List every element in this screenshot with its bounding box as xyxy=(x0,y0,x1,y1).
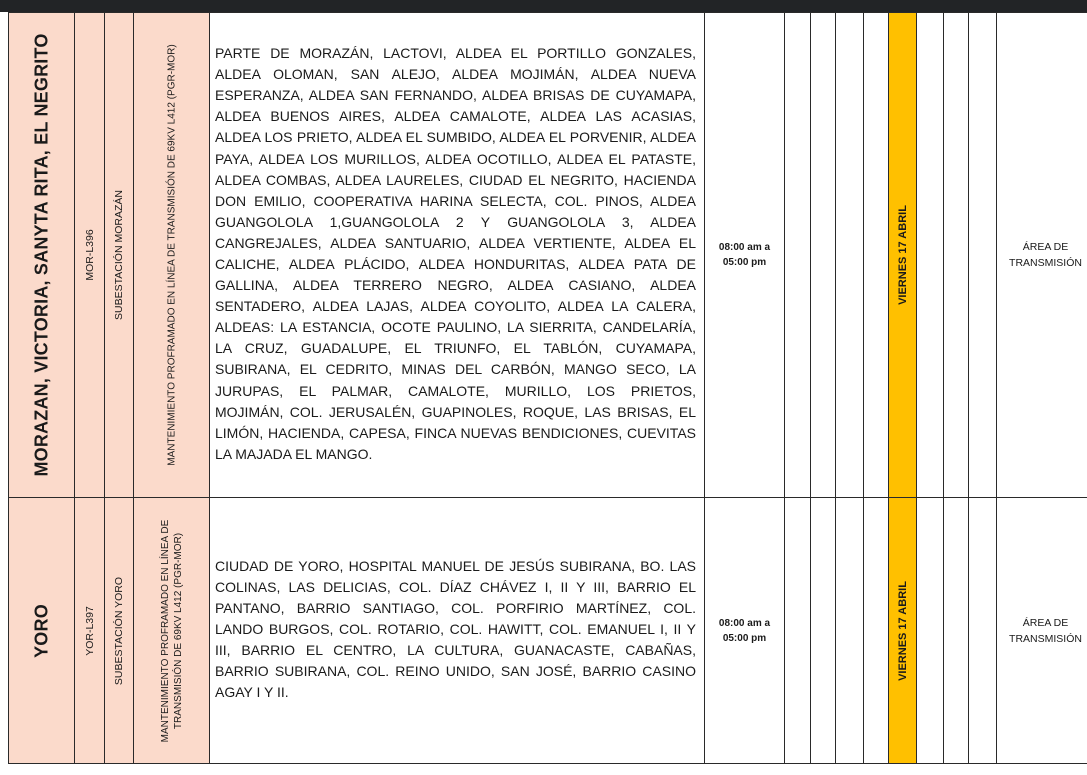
table-row xyxy=(9,13,1087,498)
day-cell xyxy=(969,13,997,498)
table-row xyxy=(9,498,1087,764)
substation-name: SUBESTACIÓN MORAZÁN xyxy=(113,190,125,320)
work-description-cell xyxy=(134,13,210,498)
area-type-cell xyxy=(997,13,1087,498)
circuit-code-cell xyxy=(75,498,105,764)
circuit-code: MOR-L396 xyxy=(83,229,96,281)
date-label: VIERNES 17 ABRIL xyxy=(896,205,909,305)
day-cell xyxy=(785,498,811,764)
municipality-label: MORAZAN, VICTORIA, SANYTA RITA, EL NEGRITO xyxy=(31,33,51,477)
day-cell xyxy=(811,498,836,764)
substation-cell xyxy=(105,498,134,764)
time-cell xyxy=(705,498,785,764)
area-type-line1: ÁREA DE xyxy=(1022,616,1069,629)
day-cell xyxy=(944,13,969,498)
area-type-line1: ÁREA DE xyxy=(1022,241,1069,253)
time-end: 05:00 pm xyxy=(722,632,767,644)
affected-areas-text: CIUDAD DE YORO, HOSPITAL MANUEL DE JESÚS SUBIRANA, BO. LAS COLINAS, LAS DELICIAS, COL. DÍAZ CHÁVEZ I, II Y III, BARRIO EL PANTANO, BARRIO SANTIAGO, COL. PORFIRIO MARTÍNEZ, COL. LANDO BURGOS, COL. ROTARIO, COL. HAWITT, COL. EMANUEL I, II Y III, BARRIO EL CENTRO, LA CULTURA, GUANACASTE, CABAÑAS, BARRIO SUBIRANA, COL. REINO UNIDO, SAN JOSÉ, BARRIO CASINO AGAY I Y II. xyxy=(215,557,696,701)
day-cell xyxy=(944,498,969,764)
top-bar xyxy=(0,0,1087,12)
work-description xyxy=(159,519,185,742)
circuit-code: YOR-L397 xyxy=(83,605,96,656)
time-start: 08:00 am a xyxy=(718,242,771,253)
municipality-cell xyxy=(9,13,75,498)
substation-name: SUBESTACIÓN YORO xyxy=(113,576,125,685)
time-cell xyxy=(705,13,785,498)
area-type-line2: TRANSMISIÓN xyxy=(1009,257,1082,269)
day-cell xyxy=(917,498,944,764)
day-cell xyxy=(836,13,864,498)
time-start: 08:00 am a xyxy=(718,617,771,629)
outage-schedule-table xyxy=(8,12,1087,764)
date-cell xyxy=(889,13,917,498)
work-description-line1: MANTENIMIENTO PROFRAMADO EN LÍNEA DE xyxy=(159,519,171,742)
date-label: VIERNES 17 ABRIL xyxy=(896,580,909,681)
day-cell xyxy=(836,498,864,764)
work-description: MANTENIMIENTO PROFRAMADO EN LÍNEA DE TRANSMISIÓN DE 69KV L412 (PGR-MOR) xyxy=(166,44,177,466)
area-type-line2: TRANSMISIÓN xyxy=(1009,632,1082,645)
work-description-line2: TRANSMISIÓN DE 69KV L412 (PGR-MOR) xyxy=(172,532,184,729)
day-cell xyxy=(917,13,944,498)
affected-areas-cell xyxy=(210,498,705,764)
substation-cell xyxy=(105,13,134,498)
circuit-code-cell xyxy=(75,13,105,498)
day-cell xyxy=(864,498,889,764)
area-type-cell xyxy=(997,498,1087,764)
day-cell xyxy=(969,498,997,764)
affected-areas-text: PARTE DE MORAZÁN, LACTOVI, ALDEA EL PORTILLO GONZALES, ALDEA OLOMAN, SAN ALEJO, ALDEA MOJIMÁN, ALDEA NUEVA ESPERANZA, ALDEA SAN FERNANDO, ALDEA BRISAS DE CUYAMAPA, ALDEA BUENOS AIRES, ALDEA CAMALOTE, ALDEA LAS ACASIAS, ALDEA LOS PRIETO, ALDEA EL SUMBIDO, ALDEA EL PORVENIR, ALDEA PAYA, ALDEA LOS MURILLOS, ALDEA OCOTILLO, ALDEA EL PATASTE, ALDEA COMBAS, ALDEA LAURELES, CIUDAD EL NEGRITO, HACIENDA DON EMILIO, COOPERATIVA HARINA SELECTA, COL. PINOS, ALDEA GUANGOLOLA 1,GUANGOLOLA 2 Y GUANGOLOLA 3, ALDEA CANGREJALES, ALDEA SANTUARIO, ALDEA VERTIENTE, ALDEA EL CALICHE, ALDEA PLÁCIDO, ALDEA HONDURITAS, ALDEA PATA DE GALLINA, ALDEA TERRERO NEGRO, ALDEA CASIANO, ALDEA SENTADERO, ALDEA LAJAS, ALDEA COYOLITO, ALDEA LA CALERA, ALDEAS: LA ESTANCIA, OCOTE PAULINO, LA SIERRITA, CANDELARÍA, LA CRUZ, GUADALUPE, EL TRIUNFO, EL TABLÓN, CUYAMAPA, SUBIRANA, EL CEDRITO, MINAS DEL CARBÓN, MANGO SECO, LA JURUPAS, EL PALMAR, CAMALOTE, MURILLO, LOS PRIETOS, MOJIMÁN, COL. JERUSALÉN, GUAPINOLES, ROQUE, LAS BRISAS, EL LIMÓN, HACIENDA, CAPESA, FINCA NUEVAS BENDICIONES, CUEVITAS LA MAJADA EL MANGO. xyxy=(215,45,696,462)
municipality-cell xyxy=(9,498,75,764)
day-cell xyxy=(811,13,836,498)
affected-areas-cell xyxy=(210,13,705,498)
work-description-cell xyxy=(134,498,210,764)
day-cell xyxy=(785,13,811,498)
time-end: 05:00 pm xyxy=(722,257,767,268)
date-cell xyxy=(889,498,917,764)
municipality-label: YORO xyxy=(31,603,51,658)
day-cell xyxy=(864,13,889,498)
